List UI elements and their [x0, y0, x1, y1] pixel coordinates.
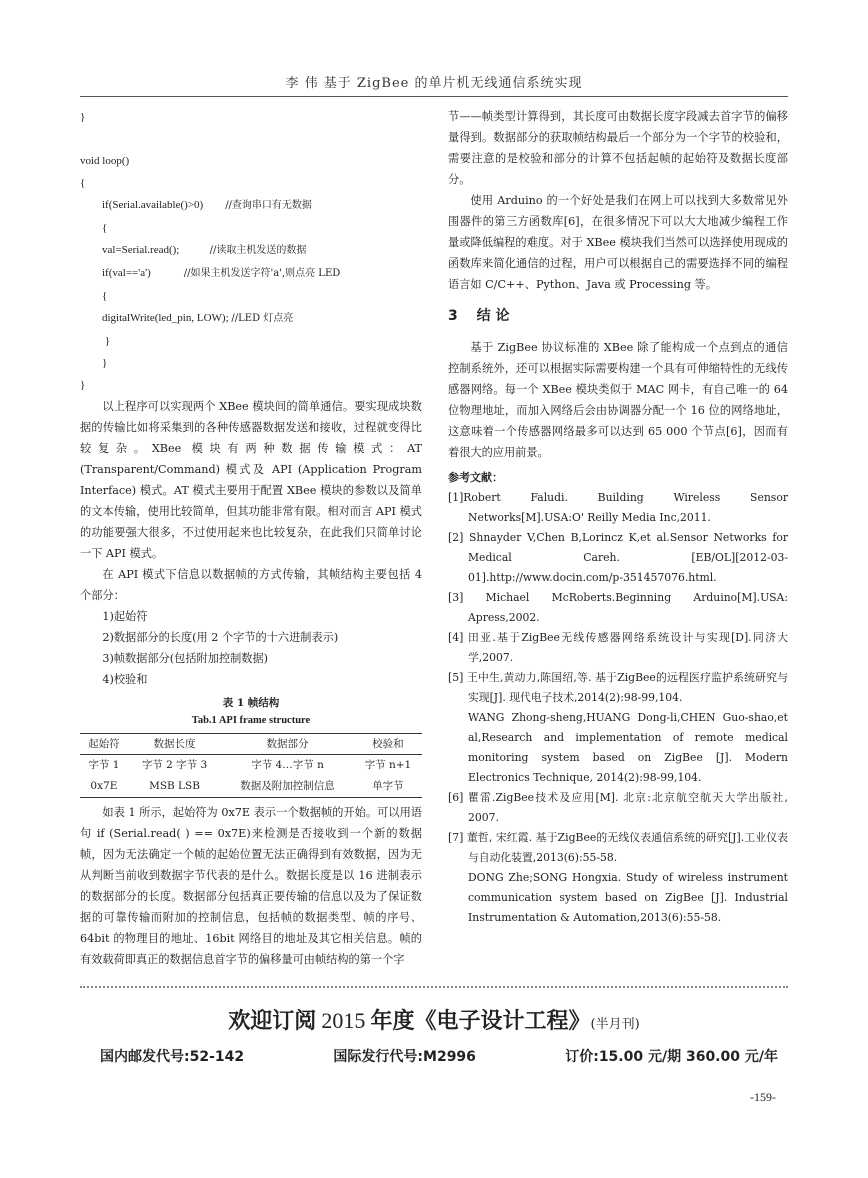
reference-item [448, 588, 788, 628]
code-block [80, 106, 422, 396]
promo-journal-title: 《电子设计工程》 [414, 1009, 591, 1034]
code-text: val=Serial.read(); [80, 244, 210, 256]
code-text: } [80, 111, 86, 123]
frame-structure-table [80, 733, 422, 798]
table-cell: 字节 4…字节 n [251, 759, 324, 771]
domestic-postal-code: 国内邮发代号:52-142 [100, 1049, 245, 1065]
code-line [80, 128, 422, 150]
code-line [80, 239, 422, 262]
table-header-cell: 校验和 [354, 734, 422, 755]
table-cell: 字节 1 [88, 759, 120, 771]
subscription-price: 订价:15.00 元/期 360.00 元/年 [565, 1049, 778, 1065]
right-column [448, 106, 788, 928]
code-line [80, 262, 422, 285]
reference-english-text: DONG Zhe;SONG Hongxia. Study of wireless instrument communication system based on ZigBee [J]. Industrial Instrumentation & Automation,2013(6):55-58. [468, 871, 788, 924]
table-caption-en: Tab.1 API frame structure [191, 715, 311, 726]
header-rule [80, 96, 788, 97]
running-header: 李 伟 基于 ZigBee 的单片机无线通信系统实现 [285, 76, 583, 91]
table-header-cell: 起始符 [80, 734, 128, 755]
reference-text: [5] 王中生,黄动力,陈国绍,等. 基于ZigBee的远程医疗监护系统研究与实现[J]. 现代电子技术,2014(2):98-99,104. [448, 671, 788, 704]
table-row [80, 755, 422, 777]
subscription-banner [80, 1004, 788, 1035]
table-row [80, 776, 422, 798]
reference-item [448, 788, 788, 828]
table-cell: 字节 2 字节 3 [141, 759, 208, 771]
reference-text: [7] 董哲, 宋红霞. 基于ZigBee的无线仪表通信系统的研究[J].工业仪表与自动化装置,2013(6):55-58. [448, 831, 788, 864]
code-line [80, 285, 422, 307]
reference-item [448, 668, 788, 788]
section-number: 3 [448, 308, 458, 324]
code-text: if(Serial.available()>0) [80, 199, 226, 211]
reference-text: [4] 田亚.基于ZigBee无线传感器网络系统设计与实现[D].同济大学,2007. [448, 631, 788, 664]
table-header-cell: 数据部分 [221, 734, 354, 755]
table-caption-cn: 表 1 帧结构 [222, 697, 280, 709]
reference-item [448, 628, 788, 668]
promo-year-suffix: 年度 [370, 1008, 415, 1034]
code-line [80, 150, 422, 172]
list-item: 2)数据部分的长度(用 2 个字节的十六进制表示) [102, 631, 339, 644]
code-comment: //查询串口有无数据 [225, 200, 312, 211]
code-comment: //如果主机发送字符'a',则点亮 LED [183, 268, 341, 279]
code-line [80, 106, 422, 128]
code-text: { [80, 222, 108, 234]
table-cell: 0x7E [80, 776, 128, 798]
section-title: 结 论 [476, 308, 510, 324]
code-text: } [80, 335, 111, 347]
references-title: 参考文献： [448, 471, 503, 484]
code-line [80, 172, 422, 194]
code-text: } [80, 379, 86, 391]
code-text: if(val=='a') [80, 267, 184, 279]
promo-year: 2015 [321, 1008, 366, 1033]
reference-text: [2] Shnayder V,Chen B,Lorincz K,et al.Sensor Networks for Medical Careh. [EB/OL][2012-03-01].http://www.docin.com/p-351457076.html. [448, 531, 788, 584]
code-comment: //LED 灯点亮 [231, 313, 294, 324]
reference-item [448, 528, 788, 588]
code-line [80, 330, 422, 352]
list-item: 4)校验和 [102, 673, 148, 686]
code-comment: //读取主机发送的数据 [209, 245, 307, 256]
code-line [80, 194, 422, 217]
section-heading [448, 305, 788, 327]
code-line [80, 217, 422, 239]
code-text: digitalWrite(led_pin, LOW); [80, 312, 232, 324]
page-number: -159- [750, 1090, 776, 1104]
paragraph-continued: 节——帧类型计算得到，其长度可由数据长度字段减去首字节的偏移量得到。数据部分的获取帧结构最后一个部分为一个字节的校验和，需要注意的是校验和部分的计算不包括起帧的起始符及数据长度部分。 [448, 110, 788, 186]
promo-frequency: (半月刊) [590, 1017, 640, 1032]
table-cell: 字节 n+1 [364, 759, 412, 771]
table-header-row [80, 734, 422, 755]
paragraph-api-intro: 以上程序可以实现两个 XBee 模块间的简单通信。要实现成块数据的传输比如将采集到的各种传感器数据发送和接收，过程就变得比较复杂。XBee 模块有两种数据传输模式：AT (Transparent/Command) 模式及 API (Application Program Interface) 模式。AT 模式主要用于配置 XBee 模块的参数以及简单的文本传输，使用比较简单，但其功能非常有限。相对而言 API 模式的功能要强大很多，不过使用起来也比较复杂，在此我们只简单讨论一下 API 模式。 [80, 400, 422, 560]
reference-text: [1]Robert Faludi. Building Wireless Sensor Networks[M].USA:O' Reilly Media Inc,2011. [448, 491, 788, 524]
promo-welcome: 欢迎订阅 [228, 1008, 317, 1034]
code-text: { [80, 177, 86, 189]
reference-text: [6] 瞿雷.ZigBee技术及应用[M]. 北京:北京航空航天大学出版社, 2007. [448, 791, 788, 824]
code-line [80, 374, 422, 396]
code-text: void loop() [80, 155, 130, 167]
paragraph-conclusion: 基于 ZigBee 协议标准的 XBee 除了能构成一个点到点的通信控制系统外，还可以根据实际需要构建一个具有可伸缩特性的无线传感器网络。每一个 XBee 模块类似于 MAC 网卡，有自己唯一的 64 位物理地址，而加入网络后会由协调器分配一个 16 位的网络地址，这意味着一个传感器网络最多可以达到 65 000 个节点[6]，因而有着很大的应用前景。 [448, 341, 788, 459]
code-text: { [80, 290, 108, 302]
international-code: 国际发行代号:M2996 [333, 1049, 476, 1065]
left-column [80, 106, 422, 970]
table-cell: 数据及附加控制信息 [221, 776, 354, 798]
reference-english-text: WANG Zhong-sheng,HUANG Dong-li,CHEN Guo-shao,et al,Research and implementation of remote medical monitoring system based on ZigBee [J]. Modern Electronics Technique, 2014(2):98-99,104. [468, 711, 788, 784]
list-item: 3)帧数据部分(包括附加控制数据) [102, 652, 269, 665]
reference-item [448, 488, 788, 528]
code-text: } [80, 357, 108, 369]
references-list [448, 488, 788, 928]
reference-text: [3] Michael McRoberts.Beginning Arduino[M].USA: Apress,2002. [448, 591, 788, 624]
table-cell: 单字节 [354, 776, 422, 798]
paragraph-frame-parts: 在 API 模式下信息以数据帧的方式传输，其帧结构主要包括 4 个部分： [80, 568, 422, 602]
reference-item [448, 828, 788, 928]
list-item: 1)起始符 [102, 610, 148, 623]
code-line [80, 307, 422, 330]
paragraph-arduino-libraries: 使用 Arduino 的一个好处是我们在网上可以找到大多数常见外围器件的第三方函数库[6]，在很多情况下可以大大地减少编程工作量或降低编程的难度。对于 XBee 模块我们当然可以选择使用现成的函数库来简化通信的过程，用户可以根据自己的需要选择不同的编程语言如 C/C++、Python、Java 或 Processing 等。 [448, 194, 788, 291]
paragraph-table-explanation: 如表 1 所示，起始符为 0x7E 表示一个数据帧的开始。可以用语句 if (Serial.read( ) == 0x7E)来检测是否接收到一个新的数据帧，因为无法确定一个帧的起始位置无法正确得到有效数据，因为无从判断当前收到数据字节代表的是什么。数据长度是以 16 进制表示的数据部分的长度。数据部分包括真正要传输的信息以及为了保证数据的可靠传输而附加的控制信息，包括帧的数据类型、帧的序号、64bit 的物理目的地址、16bit 网络目的地址及其它相关信息。帧的有效载荷即真正的数据信息首字节的偏移量可由帧结构的第一个字 [80, 806, 422, 966]
dotted-divider [80, 986, 788, 988]
code-line [80, 352, 422, 374]
table-cell: MSB LSB [128, 776, 221, 798]
subscription-codes [100, 1046, 778, 1066]
table-header-cell: 数据长度 [128, 734, 221, 755]
